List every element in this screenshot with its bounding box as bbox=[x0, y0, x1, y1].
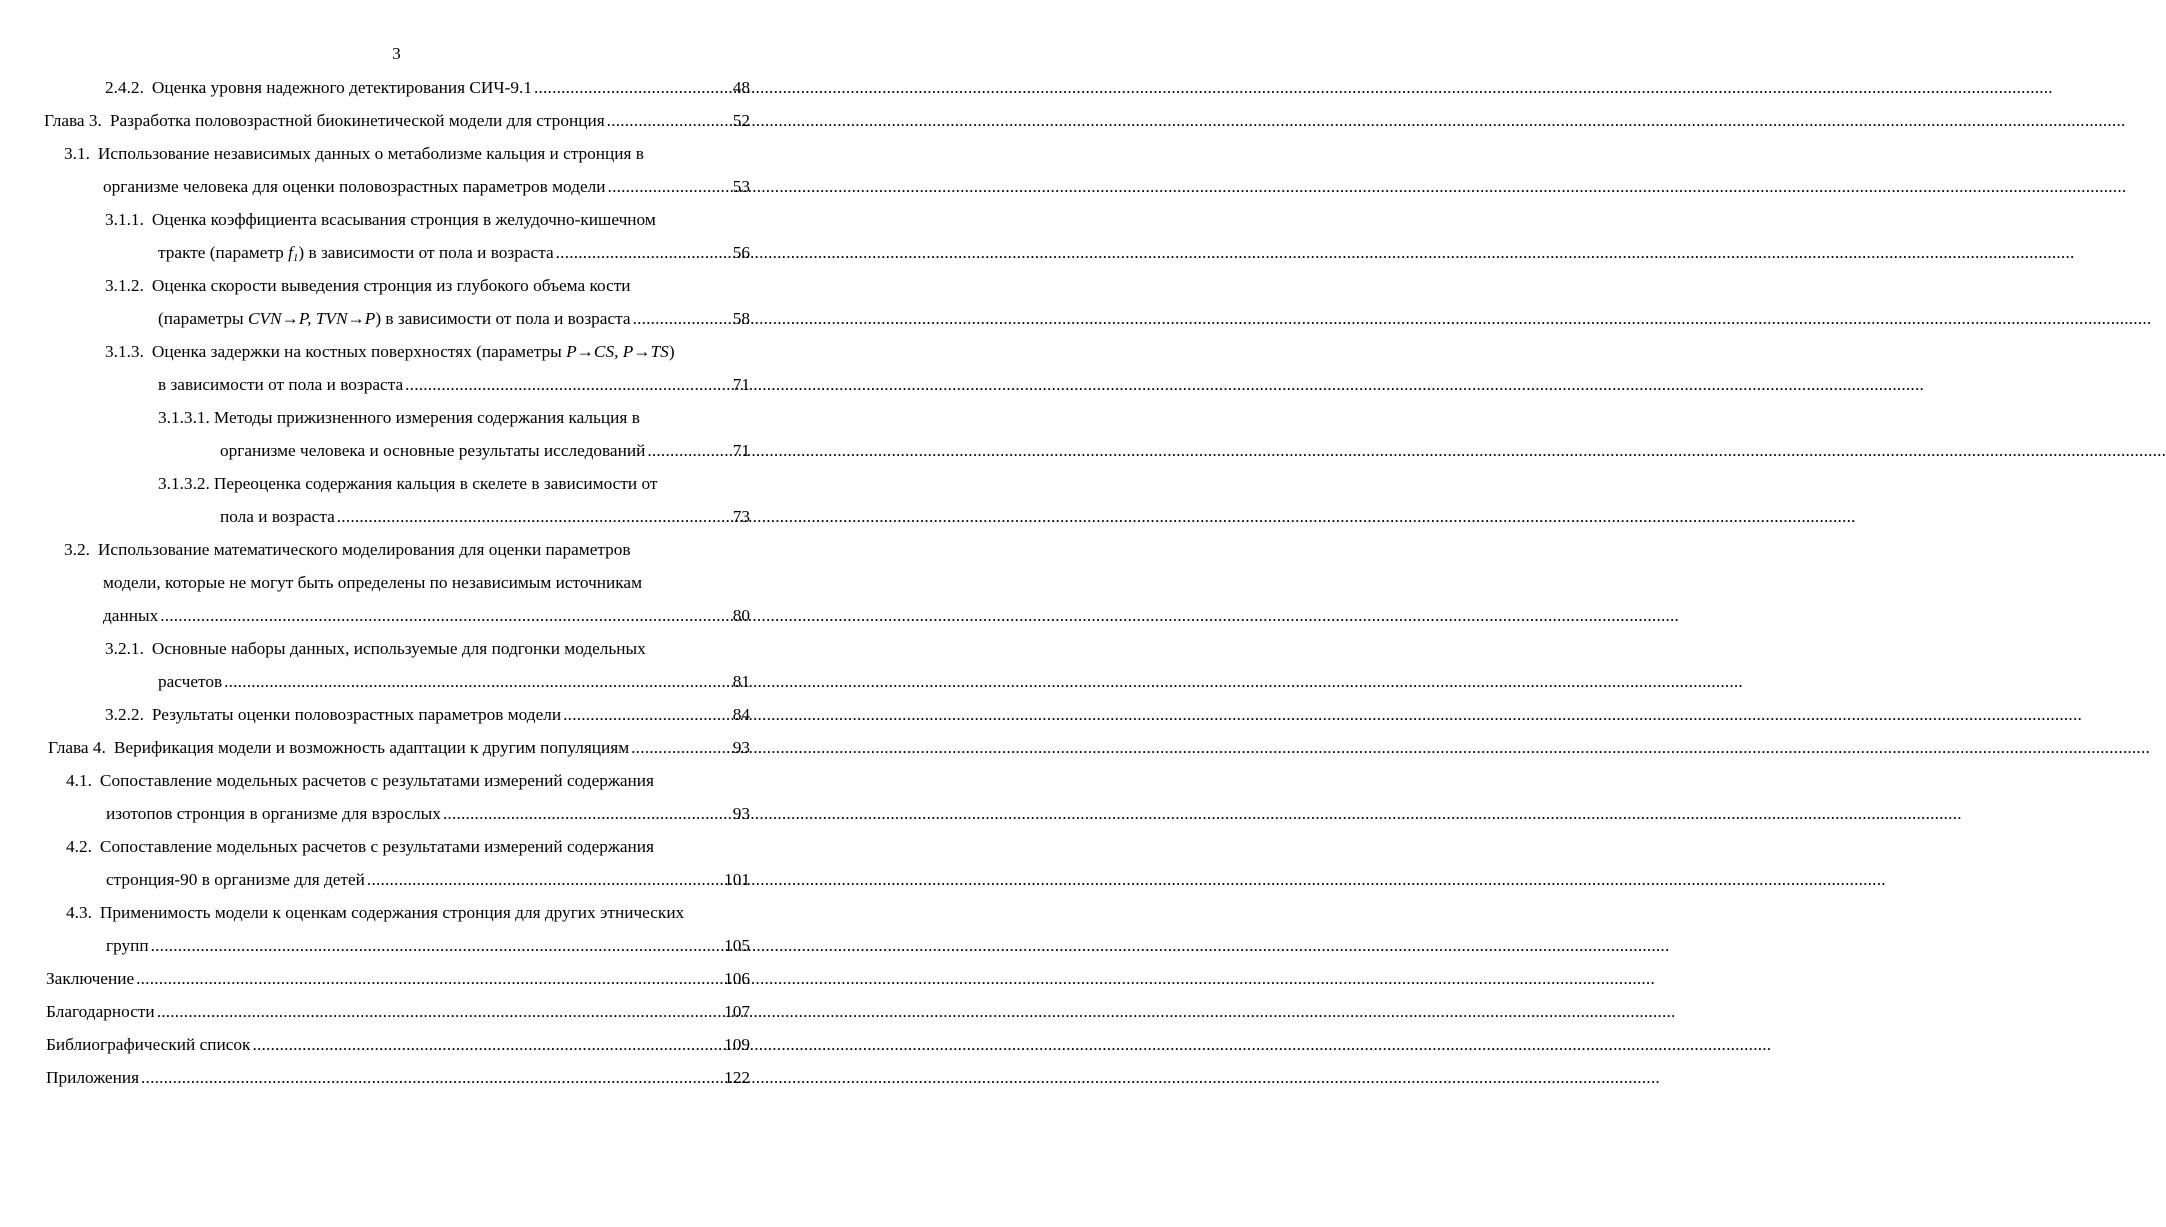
toc-entry-title: Библиографический список bbox=[46, 1035, 251, 1054]
toc-param-symbol: f bbox=[288, 243, 293, 262]
toc-entry-line-2 bbox=[158, 373, 750, 397]
toc-entry-title-cont: организме человека и основные результаты исследований bbox=[220, 441, 646, 460]
toc-text-part: ) bbox=[668, 342, 675, 361]
toc-chapter-title: Разработка половозрастной биокинетической модели для стронция bbox=[109, 111, 605, 130]
toc-entry-title: Сопоставление модельных расчетов с результатами измерений содержания bbox=[99, 771, 654, 790]
toc-leader-dots bbox=[157, 1000, 723, 1024]
toc-param-symbols: CVN→P, TVN→P bbox=[247, 309, 376, 328]
toc-entry-title-cont: организме человека для оценки половозрастных параметров модели bbox=[103, 177, 606, 196]
toc-entry-line-2 bbox=[106, 802, 750, 826]
toc-page-number: 81 bbox=[732, 672, 750, 691]
toc-page-number: 56 bbox=[732, 243, 750, 262]
toc-entry-line-3 bbox=[103, 604, 750, 628]
toc-page-number: 71 bbox=[732, 375, 750, 394]
toc-entry-title-cont: изотопов стронция в организме для взрослых bbox=[106, 804, 441, 823]
toc-leader-dots bbox=[252, 1033, 723, 1057]
toc-entry-title-cont: расчетов bbox=[158, 672, 223, 691]
toc-page-number: 52 bbox=[732, 111, 750, 130]
toc-entry-title: Заключение bbox=[46, 969, 135, 988]
toc-leader-dots bbox=[337, 505, 732, 529]
toc-leader-dots bbox=[160, 604, 732, 628]
toc-page-number: 93 bbox=[732, 804, 750, 823]
toc-entry-line-1 bbox=[64, 142, 750, 166]
toc-text-part: ) в зависимости от пола и возраста bbox=[298, 243, 554, 262]
toc-page-number: 106 bbox=[724, 969, 750, 988]
toc-entry-title: Использование независимых данных о метаболизме кальция и стронция в bbox=[97, 144, 644, 163]
toc-entry-line-1 bbox=[158, 406, 750, 430]
toc-entry-title: Использование математического моделирования для оценки параметров bbox=[97, 540, 631, 559]
toc-chapter-number: Глава 3. bbox=[44, 111, 102, 130]
toc-leader-dots bbox=[367, 868, 723, 892]
toc-page-number: 53 bbox=[732, 177, 750, 196]
toc-entry-title-cont: пола и возраста bbox=[220, 507, 335, 526]
toc-entry-title-cont: стронция-90 в организме для детей bbox=[106, 870, 365, 889]
toc-entry-title-cont: данных bbox=[103, 606, 159, 625]
toc-page-number: 107 bbox=[724, 1002, 750, 1021]
toc-leader-dots bbox=[443, 802, 732, 826]
toc-chapter-4[interactable] bbox=[48, 736, 750, 760]
toc-entry-title-cont bbox=[158, 241, 554, 270]
toc-leader-dots bbox=[141, 1066, 723, 1090]
toc-param-subscript: 1 bbox=[292, 252, 299, 264]
toc-entry-title: Применимость модели к оценкам содержания стронция для других этнических bbox=[99, 903, 685, 922]
toc-entry-number: 3.1.1. bbox=[105, 210, 144, 229]
toc-text-part: тракте (параметр bbox=[158, 243, 289, 262]
toc-param-symbols: P→CS, P→TS bbox=[566, 342, 669, 361]
toc-entry-title: Оценка скорости выведения стронция из глубокого объема кости bbox=[151, 276, 631, 295]
toc-conclusion[interactable] bbox=[46, 967, 750, 991]
toc-entry-line-1 bbox=[66, 769, 750, 793]
toc-leader-dots bbox=[405, 373, 732, 397]
toc-page-number: 105 bbox=[724, 936, 750, 955]
toc-entry-number: 4.3. bbox=[66, 903, 92, 922]
toc-entry-title-cont: в зависимости от пола и возраста bbox=[158, 375, 404, 394]
toc-entry-number: 3.1.3.2. bbox=[158, 474, 210, 493]
toc-entry-line-2 bbox=[106, 868, 750, 892]
toc-entry-line-1 bbox=[64, 538, 750, 562]
toc-leader-dots bbox=[607, 109, 732, 133]
toc-entry-line-2 bbox=[103, 571, 750, 595]
toc-entry-number: 4.1. bbox=[66, 771, 92, 790]
toc-entry-title bbox=[152, 340, 675, 364]
toc-entry-number: 3.2.2. bbox=[105, 705, 144, 724]
toc-page-number: 48 bbox=[732, 78, 750, 97]
toc-entry-title-cont: модели, которые не могут быть определены по независимым источникам bbox=[103, 573, 642, 592]
toc-entry-title: Переоценка содержания кальция в скелете в зависимости от bbox=[213, 474, 658, 493]
toc-entry-title: Оценка коэффициента всасывания стронция в желудочно-кишечном bbox=[151, 210, 656, 229]
toc-entry-title: Методы прижизненного измерения содержания кальция в bbox=[213, 408, 640, 427]
toc-entry-title-cont: групп bbox=[106, 936, 149, 955]
toc-entry-title: Основные наборы данных, используемые для подгонки модельных bbox=[151, 639, 646, 658]
toc-entry-title: Сопоставление модельных расчетов с результатами измерений содержания bbox=[99, 837, 654, 856]
toc-leader-dots bbox=[563, 703, 732, 727]
toc-leader-dots bbox=[556, 241, 732, 265]
toc-entry-title-cont bbox=[158, 307, 631, 331]
toc-entry-line-2 bbox=[220, 439, 750, 463]
toc-chapter-number: Глава 4. bbox=[48, 738, 106, 757]
toc-entry-line-2 bbox=[158, 307, 750, 331]
toc-leader-dots bbox=[608, 175, 732, 199]
toc-entry-number: 3.2. bbox=[64, 540, 90, 559]
toc-entry-number: 3.1.2. bbox=[105, 276, 144, 295]
toc-chapter-3[interactable] bbox=[44, 109, 750, 133]
toc-page-number: 58 bbox=[732, 309, 750, 328]
toc-entry-line-1 bbox=[105, 340, 750, 364]
toc-entry-number: 3.1.3.1. bbox=[158, 408, 210, 427]
toc-acknowledgements[interactable] bbox=[46, 1000, 750, 1024]
toc-entry-number: 3.1.3. bbox=[105, 342, 144, 361]
toc-entry-number: 3.1. bbox=[64, 144, 90, 163]
toc-leader-dots bbox=[224, 670, 732, 694]
toc-entry-line-2 bbox=[158, 241, 750, 265]
toc-page-number: 101 bbox=[724, 870, 750, 889]
toc-entry-line-1 bbox=[66, 835, 750, 859]
toc-page-number: 122 bbox=[724, 1068, 750, 1087]
toc-page-number: 71 bbox=[732, 441, 750, 460]
toc-page-number: 84 bbox=[732, 705, 750, 724]
toc-entry-line-1 bbox=[105, 274, 750, 298]
toc-entry-line-1 bbox=[158, 472, 750, 496]
toc-entry-line-2 bbox=[103, 175, 750, 199]
toc-appendix[interactable] bbox=[46, 1066, 750, 1090]
toc-leader-dots bbox=[647, 439, 731, 463]
toc-chapter-title: Верификация модели и возможность адаптации к другим популяциям bbox=[113, 738, 630, 757]
toc-leader-dots bbox=[534, 76, 732, 100]
toc-entry-number: 4.2. bbox=[66, 837, 92, 856]
page-number: 3 bbox=[392, 44, 401, 63]
toc-entry-3-2-2[interactable] bbox=[105, 703, 750, 727]
toc-entry-line-2 bbox=[106, 934, 750, 958]
toc-entry-line-1 bbox=[66, 901, 750, 925]
toc-entry-line-1 bbox=[105, 637, 750, 661]
toc-text-part: Оценка задержки на костных поверхностях (параметры bbox=[151, 342, 567, 361]
toc-page-number: 73 bbox=[732, 507, 750, 526]
toc-entry-line-2 bbox=[220, 505, 750, 529]
toc-entry-number: 3.2.1. bbox=[105, 639, 144, 658]
toc-entry-line-2 bbox=[158, 670, 750, 694]
toc-page-number: 80 bbox=[732, 606, 750, 625]
toc-page-number: 93 bbox=[732, 738, 750, 757]
toc-leader-dots bbox=[633, 307, 732, 331]
toc-bibliography[interactable] bbox=[46, 1033, 750, 1057]
toc-text-part: (параметры bbox=[158, 309, 248, 328]
toc-entry-number: 2.4.2. bbox=[105, 78, 144, 97]
toc-entry-2-4-2[interactable] bbox=[105, 76, 750, 100]
toc-entry-line-1 bbox=[105, 208, 750, 232]
toc-leader-dots bbox=[151, 934, 723, 958]
toc-entry-title: Благодарности bbox=[46, 1002, 155, 1021]
toc-page-number: 109 bbox=[724, 1035, 750, 1054]
toc-leader-dots bbox=[136, 967, 723, 991]
toc-text-part: ) в зависимости от пола и возраста bbox=[375, 309, 631, 328]
toc-entry-title: Результаты оценки половозрастных параметров модели bbox=[151, 705, 562, 724]
toc-leader-dots bbox=[631, 736, 732, 760]
toc-entry-title: Оценка уровня надежного детектирования СИЧ-9.1 bbox=[151, 78, 532, 97]
toc-entry-title: Приложения bbox=[46, 1068, 140, 1087]
